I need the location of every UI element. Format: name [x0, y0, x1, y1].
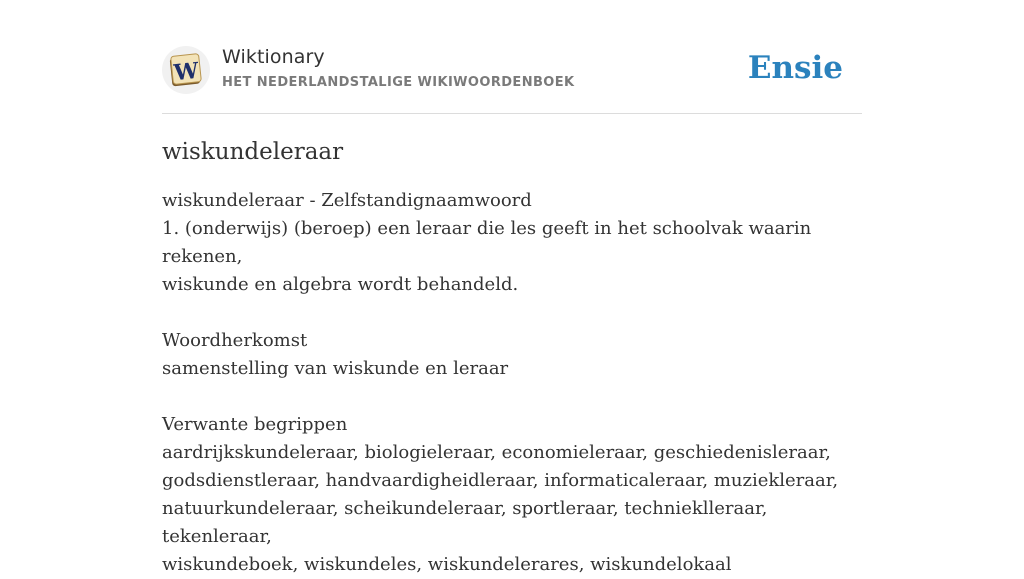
entry-content — [162, 187, 862, 579]
related-heading: Verwante begrippen — [162, 414, 348, 435]
etymology-heading: Woordherkomst — [162, 330, 308, 351]
spacer — [162, 383, 862, 411]
header — [162, 0, 862, 114]
wiktionary-logo[interactable] — [162, 46, 210, 94]
ensie-logo-link[interactable]: Ensie — [747, 50, 843, 86]
source-subtitle: HET NEDERLANDSTALIGE WIKIWOORDENBOEK — [222, 75, 575, 90]
related-terms-line: godsdienstleraar, handvaardigheidleraar, informaticaleraar, muziekleraar, — [162, 470, 839, 491]
related-terms-line: aardrijkskundeleraar, biologieleraar, economieleraar, geschiedenisleraar, — [162, 442, 831, 463]
wiktionary-tile-icon — [168, 52, 204, 88]
definition-line: wiskunde en algebra wordt behandeld. — [162, 274, 519, 295]
page — [162, 0, 862, 579]
etymology-text: samenstelling van wiskunde en leraar — [162, 358, 509, 379]
page-title: wiskundeleraar — [162, 139, 344, 165]
definition-line: 1. (onderwijs) (beroep) een leraar die les geeft in het schoolvak waarin rekenen, — [162, 218, 812, 267]
related-terms-line: wiskundeboek, wiskundeles, wiskundelerares, wiskundelokaal — [162, 554, 732, 575]
part-of-speech-line: wiskundeleraar - Zelfstandignaamwoord — [162, 190, 532, 211]
related-terms-line: natuurkundeleraar, scheikundeleraar, sportleraar, technieklleraar, tekenleraar, — [162, 498, 768, 547]
logo-letter: W — [172, 57, 200, 87]
spacer — [162, 299, 862, 327]
source-title[interactable]: Wiktionary — [222, 46, 325, 68]
